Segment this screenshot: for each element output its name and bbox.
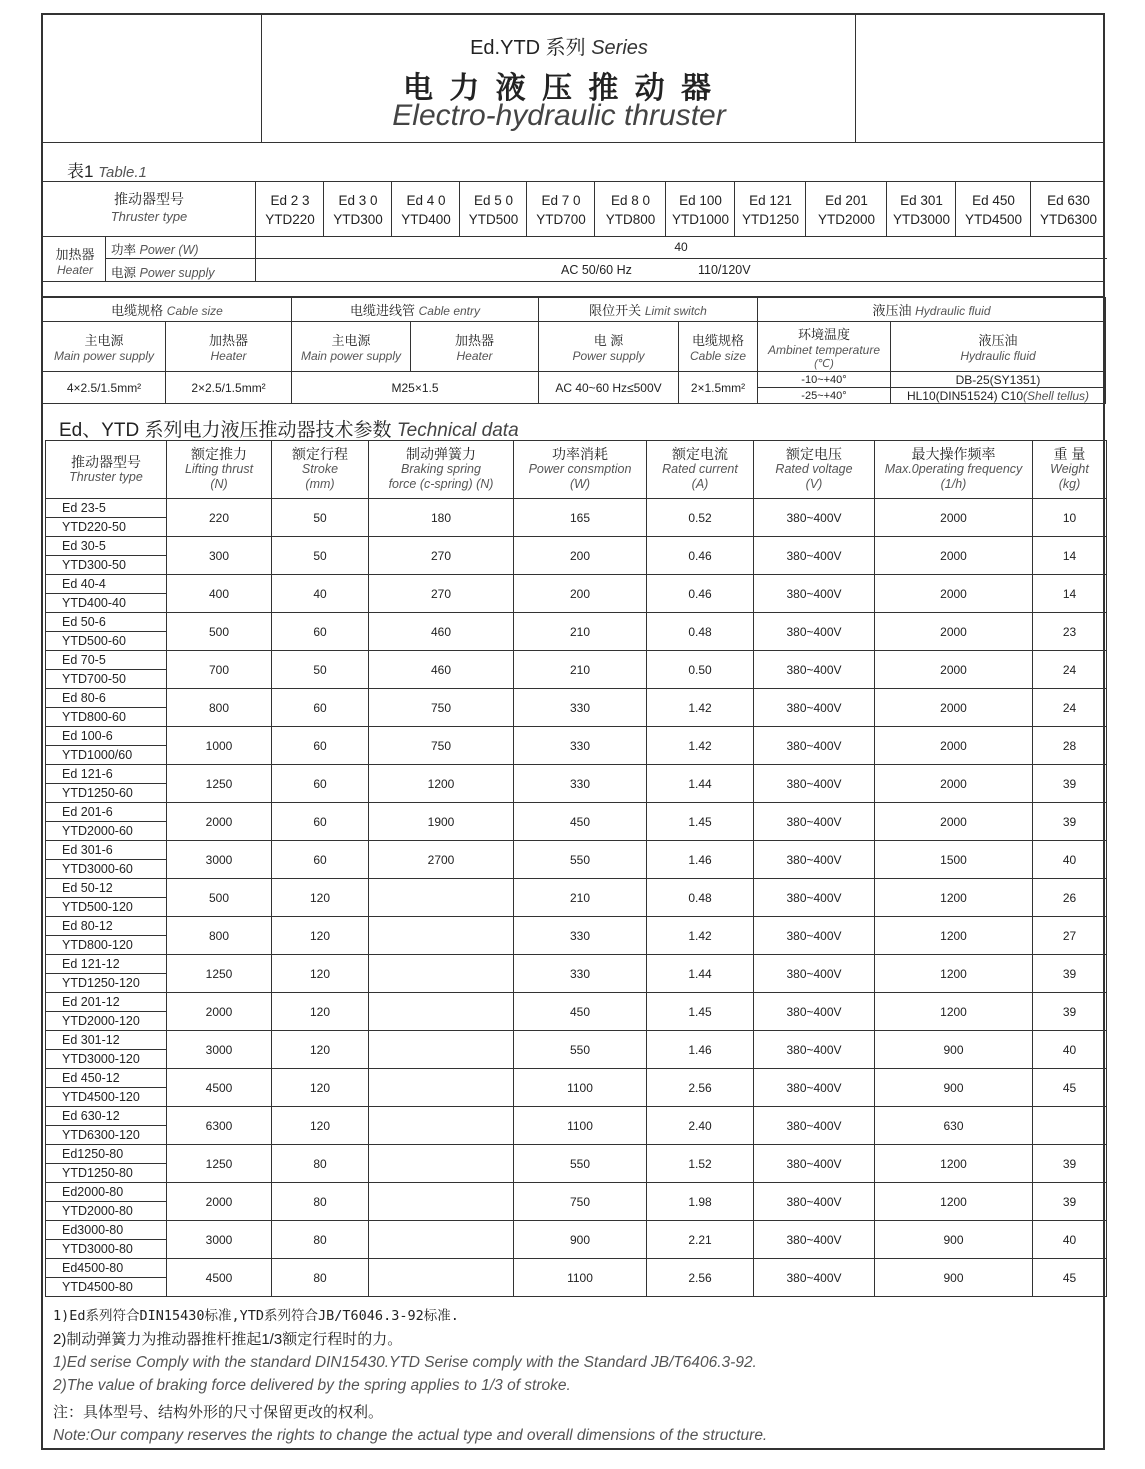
model-cell: Ed 630 YTD6300 (1039, 193, 1098, 227)
table-row (46, 1145, 1107, 1183)
table-cell: 1000 (167, 727, 272, 765)
cable-fluid-table (42, 297, 1106, 404)
limit-switch-header: 限位开关 Limit switch (539, 298, 758, 322)
note-2: 2)制动弹簧力为推动器推杆推起1/3额定行程时的力。 (53, 1331, 403, 1348)
cable-entry-value: M25×1.5 (292, 372, 539, 404)
table-cell: 1200 (875, 879, 1033, 917)
table-cell: 380~400V (754, 1259, 875, 1297)
limit-supply-value: AC 40~60 Hz≤500V (539, 372, 679, 404)
model-cell: Ed 301 YTD3000 (892, 193, 951, 227)
thruster-type-cell: Ed 121-6 YTD1250-60 (46, 765, 167, 803)
table-cell: 750 (369, 689, 514, 727)
table-cell: 380~400V (754, 993, 875, 1031)
table-cell: 120 (272, 955, 369, 993)
table-cell (369, 1183, 514, 1221)
table-cell: 380~400V (754, 1107, 875, 1145)
table-cell (369, 1259, 514, 1297)
table-cell: 1900 (369, 803, 514, 841)
document-frame (41, 13, 1105, 1450)
table-row (46, 1183, 1107, 1221)
ambient-temp-col: 环境温度 Ambinet temperature (℃) (758, 322, 891, 372)
table-cell: 630 (875, 1107, 1033, 1145)
table-cell: 380~400V (754, 575, 875, 613)
table-cell: 0.52 (647, 499, 754, 537)
table-cell: 23 (1033, 613, 1107, 651)
model-cell: Ed 8 0 YTD800 (605, 193, 656, 227)
page-subtitle: Electro-hydraulic thruster (392, 99, 726, 132)
thruster-type-cell: Ed2000-80 YTD2000-80 (46, 1183, 167, 1221)
table-cell: 3000 (167, 1031, 272, 1069)
table-row (46, 993, 1107, 1031)
table-cell: 1200 (875, 917, 1033, 955)
limit-cable-value: 2×1.5mm² (679, 372, 758, 404)
table-cell: 380~400V (754, 803, 875, 841)
table-cell: 39 (1033, 1145, 1107, 1183)
table-cell: 800 (167, 689, 272, 727)
table-cell: 1500 (875, 841, 1033, 879)
table-cell: 1200 (875, 955, 1033, 993)
table-cell: 1250 (167, 955, 272, 993)
note-4: 2)The value of braking force delivered by the spring applies to 1/3 of stroke. (53, 1377, 571, 1394)
table-cell: 750 (369, 727, 514, 765)
table-cell: 460 (369, 651, 514, 689)
table-cell: 380~400V (754, 765, 875, 803)
table-cell: 39 (1033, 1183, 1107, 1221)
table-cell: 1200 (369, 765, 514, 803)
table-cell: 1.45 (647, 993, 754, 1031)
table-cell: 1200 (875, 993, 1033, 1031)
table-cell: 210 (514, 651, 647, 689)
table-cell: 60 (272, 727, 369, 765)
model-cell: Ed 100 YTD1000 (671, 193, 730, 227)
table-row (46, 689, 1107, 727)
table-cell: 270 (369, 575, 514, 613)
table-cell: 45 (1033, 1069, 1107, 1107)
table-cell: 2000 (875, 537, 1033, 575)
table-cell: 2.56 (647, 1259, 754, 1297)
tech-header-row (46, 441, 1107, 499)
table-cell: 1.46 (647, 841, 754, 879)
thruster-type-cell: Ed 121-12 YTD1250-120 (46, 955, 167, 993)
heater-col: 加热器 Heater (166, 322, 292, 372)
table-cell: 2000 (875, 803, 1033, 841)
table-cell: 1.44 (647, 955, 754, 993)
table-cell: 500 (167, 613, 272, 651)
thruster-type-cell: Ed4500-80 YTD4500-80 (46, 1259, 167, 1297)
model-cell: Ed 3 0 YTD300 (333, 193, 383, 227)
table-cell: 24 (1033, 651, 1107, 689)
supply-value-freq: AC 50/60 Hz (561, 263, 632, 277)
divider (261, 15, 262, 143)
thruster-type-cell: Ed 301-12 YTD3000-120 (46, 1031, 167, 1069)
thruster-type-label: 推动器型号 Thruster type (110, 191, 188, 224)
table-cell: 39 (1033, 955, 1107, 993)
table-cell: 380~400V (754, 1221, 875, 1259)
table-cell: 2000 (875, 575, 1033, 613)
note-6: Note:Our company reserves the rights to change the actual type and overall dimensions of the structure. (53, 1427, 768, 1444)
table-cell: 210 (514, 613, 647, 651)
table-cell: 60 (272, 613, 369, 651)
table-cell: 2000 (875, 499, 1033, 537)
table-row (46, 575, 1107, 613)
thruster-type-cell: Ed 450-12 YTD4500-120 (46, 1069, 167, 1107)
table-cell: 4500 (167, 1259, 272, 1297)
table-cell: 10 (1033, 499, 1107, 537)
model-cell: Ed 450 YTD4500 (964, 193, 1023, 227)
table-cell: 2000 (875, 613, 1033, 651)
table-cell: 0.46 (647, 575, 754, 613)
cable-entry-header: 电缆进线管 Cable entry (292, 298, 539, 322)
table-cell: 1200 (875, 1183, 1033, 1221)
table-cell: 2.56 (647, 1069, 754, 1107)
table-cell: 450 (514, 803, 647, 841)
table-cell: 330 (514, 689, 647, 727)
table-cell: 26 (1033, 879, 1107, 917)
table-cell: 380~400V (754, 1145, 875, 1183)
temp-range-1: -10~+40° (758, 372, 891, 388)
table-cell: 0.46 (647, 537, 754, 575)
table-cell (1033, 1107, 1107, 1145)
thruster-type-cell: Ed 630-12 YTD6300-120 (46, 1107, 167, 1145)
technical-data-table (45, 440, 1107, 1297)
table-cell: 2000 (875, 651, 1033, 689)
table-cell: 1200 (875, 1145, 1033, 1183)
table-cell (369, 993, 514, 1031)
table-cell: 39 (1033, 803, 1107, 841)
table-cell: 2000 (875, 765, 1033, 803)
table-row (46, 613, 1107, 651)
table-cell: 50 (272, 537, 369, 575)
heater-cable-value: 2×2.5/1.5mm² (166, 372, 292, 404)
table-cell: 380~400V (754, 537, 875, 575)
table-row (46, 1221, 1107, 1259)
tech-header-cell: 重 量 Weight (kg) (1033, 441, 1107, 499)
table-cell: 380~400V (754, 917, 875, 955)
table-row (46, 879, 1107, 917)
limit-supply-col: 电 源 Power supply (539, 322, 679, 372)
heater-label: 加热器 Heater (55, 247, 95, 277)
table-cell: 60 (272, 689, 369, 727)
thruster-type-cell: Ed 201-12 YTD2000-120 (46, 993, 167, 1031)
table-cell: 27 (1033, 917, 1107, 955)
table-cell: 1.42 (647, 727, 754, 765)
table-cell: 1.45 (647, 803, 754, 841)
table-row (46, 1259, 1107, 1297)
table-cell (369, 917, 514, 955)
table-cell: 550 (514, 1031, 647, 1069)
table-cell: 380~400V (754, 1031, 875, 1069)
cable-size-header: 电缆规格 Cable size (43, 298, 292, 322)
divider (43, 236, 1103, 237)
table-cell: 120 (272, 1031, 369, 1069)
table-row (46, 537, 1107, 575)
table-cell: 40 (1033, 841, 1107, 879)
table-cell: 300 (167, 537, 272, 575)
series-line: Ed.YTD 系列 Series (470, 37, 648, 59)
thruster-type-cell: Ed 201-6 YTD2000-60 (46, 803, 167, 841)
table-cell: 120 (272, 993, 369, 1031)
table-cell: 220 (167, 499, 272, 537)
main-power-col: 主电源 Main power supply (43, 322, 166, 372)
notes (53, 1305, 1093, 1447)
table-cell: 380~400V (754, 955, 875, 993)
table-cell: 700 (167, 651, 272, 689)
table-cell: 1.46 (647, 1031, 754, 1069)
power-value: 40 (674, 240, 688, 254)
table-cell: 60 (272, 765, 369, 803)
thruster-type-cell: Ed1250-80 YTD1250-80 (46, 1145, 167, 1183)
table-cell: 14 (1033, 575, 1107, 613)
limit-cable-col: 电缆规格 Cable size (679, 322, 758, 372)
table-cell: 6300 (167, 1107, 272, 1145)
divider (43, 281, 1103, 282)
table-cell: 380~400V (754, 689, 875, 727)
table-cell: 3000 (167, 841, 272, 879)
table-cell: 45 (1033, 1259, 1107, 1297)
table-cell: 500 (167, 879, 272, 917)
table-cell: 900 (875, 1069, 1033, 1107)
table-cell: 39 (1033, 993, 1107, 1031)
table-cell: 1100 (514, 1107, 647, 1145)
table-cell: 330 (514, 955, 647, 993)
note-1: 1)Ed系列符合DIN15430标准,YTD系列符合JB/T6046.3-92标准. (53, 1308, 459, 1324)
temp-range-2: -25~+40° (758, 388, 891, 404)
table-row (46, 803, 1107, 841)
table-cell: 400 (167, 575, 272, 613)
table-cell: 1100 (514, 1069, 647, 1107)
table-cell: 180 (369, 499, 514, 537)
table-cell: 550 (514, 1145, 647, 1183)
table-cell: 28 (1033, 727, 1107, 765)
table-cell: 3000 (167, 1221, 272, 1259)
table-cell: 550 (514, 841, 647, 879)
table-cell: 165 (514, 499, 647, 537)
thruster-type-cell: Ed3000-80 YTD3000-80 (46, 1221, 167, 1259)
table-cell: 900 (875, 1221, 1033, 1259)
divider (43, 181, 1103, 182)
table-cell (369, 879, 514, 917)
thruster-type-cell: Ed 80-6 YTD800-60 (46, 689, 167, 727)
table-cell: 270 (369, 537, 514, 575)
thruster-type-cell: Ed 301-6 YTD3000-60 (46, 841, 167, 879)
divider (43, 142, 1103, 143)
thruster-type-cell: Ed 40-4 YTD400-40 (46, 575, 167, 613)
table-cell: 200 (514, 575, 647, 613)
hydraulic-fluid-header: 液压油 Hydraulic fluid (758, 298, 1106, 322)
table-cell: 120 (272, 1107, 369, 1145)
table-cell: 2700 (369, 841, 514, 879)
table-cell: 4500 (167, 1069, 272, 1107)
main-cable-value: 4×2.5/1.5mm² (43, 372, 166, 404)
table-cell: 2000 (167, 803, 272, 841)
tech-header-cell: 功率消耗 Power consmption (W) (514, 441, 647, 499)
table-cell: 14 (1033, 537, 1107, 575)
table-cell: 380~400V (754, 651, 875, 689)
table-cell: 380~400V (754, 1069, 875, 1107)
power-label: 功率 Power (W) (111, 243, 199, 257)
table-cell (369, 1107, 514, 1145)
fluid-col: 液压油 Hydraulic fluid (891, 322, 1106, 372)
table-cell: 330 (514, 727, 647, 765)
table-cell: 330 (514, 917, 647, 955)
table-cell: 40 (1033, 1031, 1107, 1069)
thruster-type-cell: Ed 80-12 YTD800-120 (46, 917, 167, 955)
table-row (46, 727, 1107, 765)
table-cell: 750 (514, 1183, 647, 1221)
table-cell (369, 1145, 514, 1183)
tech-header-cell: 额定行程 Stroke (mm) (272, 441, 369, 499)
table-cell: 39 (1033, 765, 1107, 803)
divider (105, 258, 1107, 259)
table-cell: 380~400V (754, 613, 875, 651)
table-cell: 2.21 (647, 1221, 754, 1259)
note-5: 注：具体型号、结构外形的尺寸保留更改的权利。 (53, 1404, 384, 1421)
entry-main-col: 主电源 Main power supply (292, 322, 411, 372)
table-cell: 1100 (514, 1259, 647, 1297)
table-cell: 2000 (167, 1183, 272, 1221)
table-cell: 1250 (167, 1145, 272, 1183)
table-cell: 1.52 (647, 1145, 754, 1183)
table-cell (369, 955, 514, 993)
thruster-type-cell: Ed 50-6 YTD500-60 (46, 613, 167, 651)
table-row (46, 917, 1107, 955)
thruster-type-cell: Ed 30-5 YTD300-50 (46, 537, 167, 575)
model-cell: Ed 7 0 YTD700 (536, 193, 586, 227)
table-row (46, 955, 1107, 993)
table-cell: 900 (875, 1031, 1033, 1069)
table-cell: 24 (1033, 689, 1107, 727)
entry-heater-col: 加热器 Heater (411, 322, 539, 372)
table-cell: 450 (514, 993, 647, 1031)
tech-header-cell: 额定推力 Lifting thrust (N) (167, 441, 272, 499)
table-cell: 80 (272, 1221, 369, 1259)
table-cell: 0.48 (647, 613, 754, 651)
thruster-type-cell: Ed 23-5 YTD220-50 (46, 499, 167, 537)
table-cell: 460 (369, 613, 514, 651)
table-cell: 80 (272, 1183, 369, 1221)
table-cell (369, 1031, 514, 1069)
table-cell: 120 (272, 1069, 369, 1107)
tech-header-cell: 制动弹簧力 Braking spring force (c-spring) (N) (369, 441, 514, 499)
table-cell: 50 (272, 651, 369, 689)
table-row (46, 841, 1107, 879)
supply-label: 电源 Power supply (111, 266, 215, 280)
table1-caption: 表1 Table.1 (67, 162, 147, 181)
table-row (46, 499, 1107, 537)
table-row (46, 1031, 1107, 1069)
table-cell: 380~400V (754, 727, 875, 765)
table-cell: 2000 (875, 689, 1033, 727)
model-cell: Ed 4 0 YTD400 (401, 193, 451, 227)
tech-header-cell: 额定电压 Rated voltage (V) (754, 441, 875, 499)
table-cell: 50 (272, 499, 369, 537)
thruster-type-cell: Ed 70-5 YTD700-50 (46, 651, 167, 689)
fluid-value-1: DB-25(SY1351) (891, 372, 1106, 388)
table-cell (369, 1221, 514, 1259)
table-cell: 800 (167, 917, 272, 955)
table-cell: 1.44 (647, 765, 754, 803)
table-cell: 0.50 (647, 651, 754, 689)
table-cell: 1.98 (647, 1183, 754, 1221)
table-cell (369, 1069, 514, 1107)
tech-header-cell: 推动器型号 Thruster type (46, 441, 167, 499)
table-cell: 210 (514, 879, 647, 917)
table-cell: 60 (272, 841, 369, 879)
model-cell: Ed 121 YTD1250 (741, 193, 800, 227)
table-cell: 80 (272, 1259, 369, 1297)
table-cell: 380~400V (754, 1183, 875, 1221)
model-cell: Ed 201 YTD2000 (817, 193, 876, 227)
table-cell: 120 (272, 917, 369, 955)
table-cell: 120 (272, 879, 369, 917)
table-cell: 1250 (167, 765, 272, 803)
table-cell: 900 (514, 1221, 647, 1259)
table-cell: 2000 (875, 727, 1033, 765)
table-row (46, 765, 1107, 803)
divider (855, 15, 856, 143)
table-cell: 2000 (167, 993, 272, 1031)
table-cell: 380~400V (754, 879, 875, 917)
table-cell: 0.48 (647, 879, 754, 917)
table-row (46, 1107, 1107, 1145)
table-cell: 40 (272, 575, 369, 613)
table-cell: 80 (272, 1145, 369, 1183)
tech-title: Ed、YTD 系列电力液压推动器技术参数 Technical data (59, 420, 519, 441)
table-cell: 330 (514, 765, 647, 803)
model-cell: Ed 2 3 YTD220 (265, 193, 315, 227)
table-cell: 380~400V (754, 841, 875, 879)
table-cell: 380~400V (754, 499, 875, 537)
table-cell: 60 (272, 803, 369, 841)
table-cell: 200 (514, 537, 647, 575)
note-3: 1)Ed serise Comply with the standard DIN15430.YTD Serise comply with the Standard JB/T6406.3-92. (53, 1354, 757, 1371)
supply-value-volt: 110/120V (698, 263, 751, 277)
tech-header-cell: 最大操作频率 Max.0perating frequency (1/h) (875, 441, 1033, 499)
model-cell: Ed 5 0 YTD500 (468, 193, 519, 227)
page-title: 电 力 液 压 推 动 器 (402, 72, 715, 105)
tech-header-cell: 额定电流 Rated current (A) (647, 441, 754, 499)
table-cell: 900 (875, 1259, 1033, 1297)
thruster-type-cell: Ed 100-6 YTD1000/60 (46, 727, 167, 765)
table-cell: 40 (1033, 1221, 1107, 1259)
table-cell: 1.42 (647, 689, 754, 727)
table-row (46, 1069, 1107, 1107)
table-row (46, 651, 1107, 689)
thruster-type-cell: Ed 50-12 YTD500-120 (46, 879, 167, 917)
table-cell: 1.42 (647, 917, 754, 955)
fluid-value-2: HL10(DIN51524) C10(Shell tellus) (891, 388, 1106, 404)
table-cell: 2.40 (647, 1107, 754, 1145)
